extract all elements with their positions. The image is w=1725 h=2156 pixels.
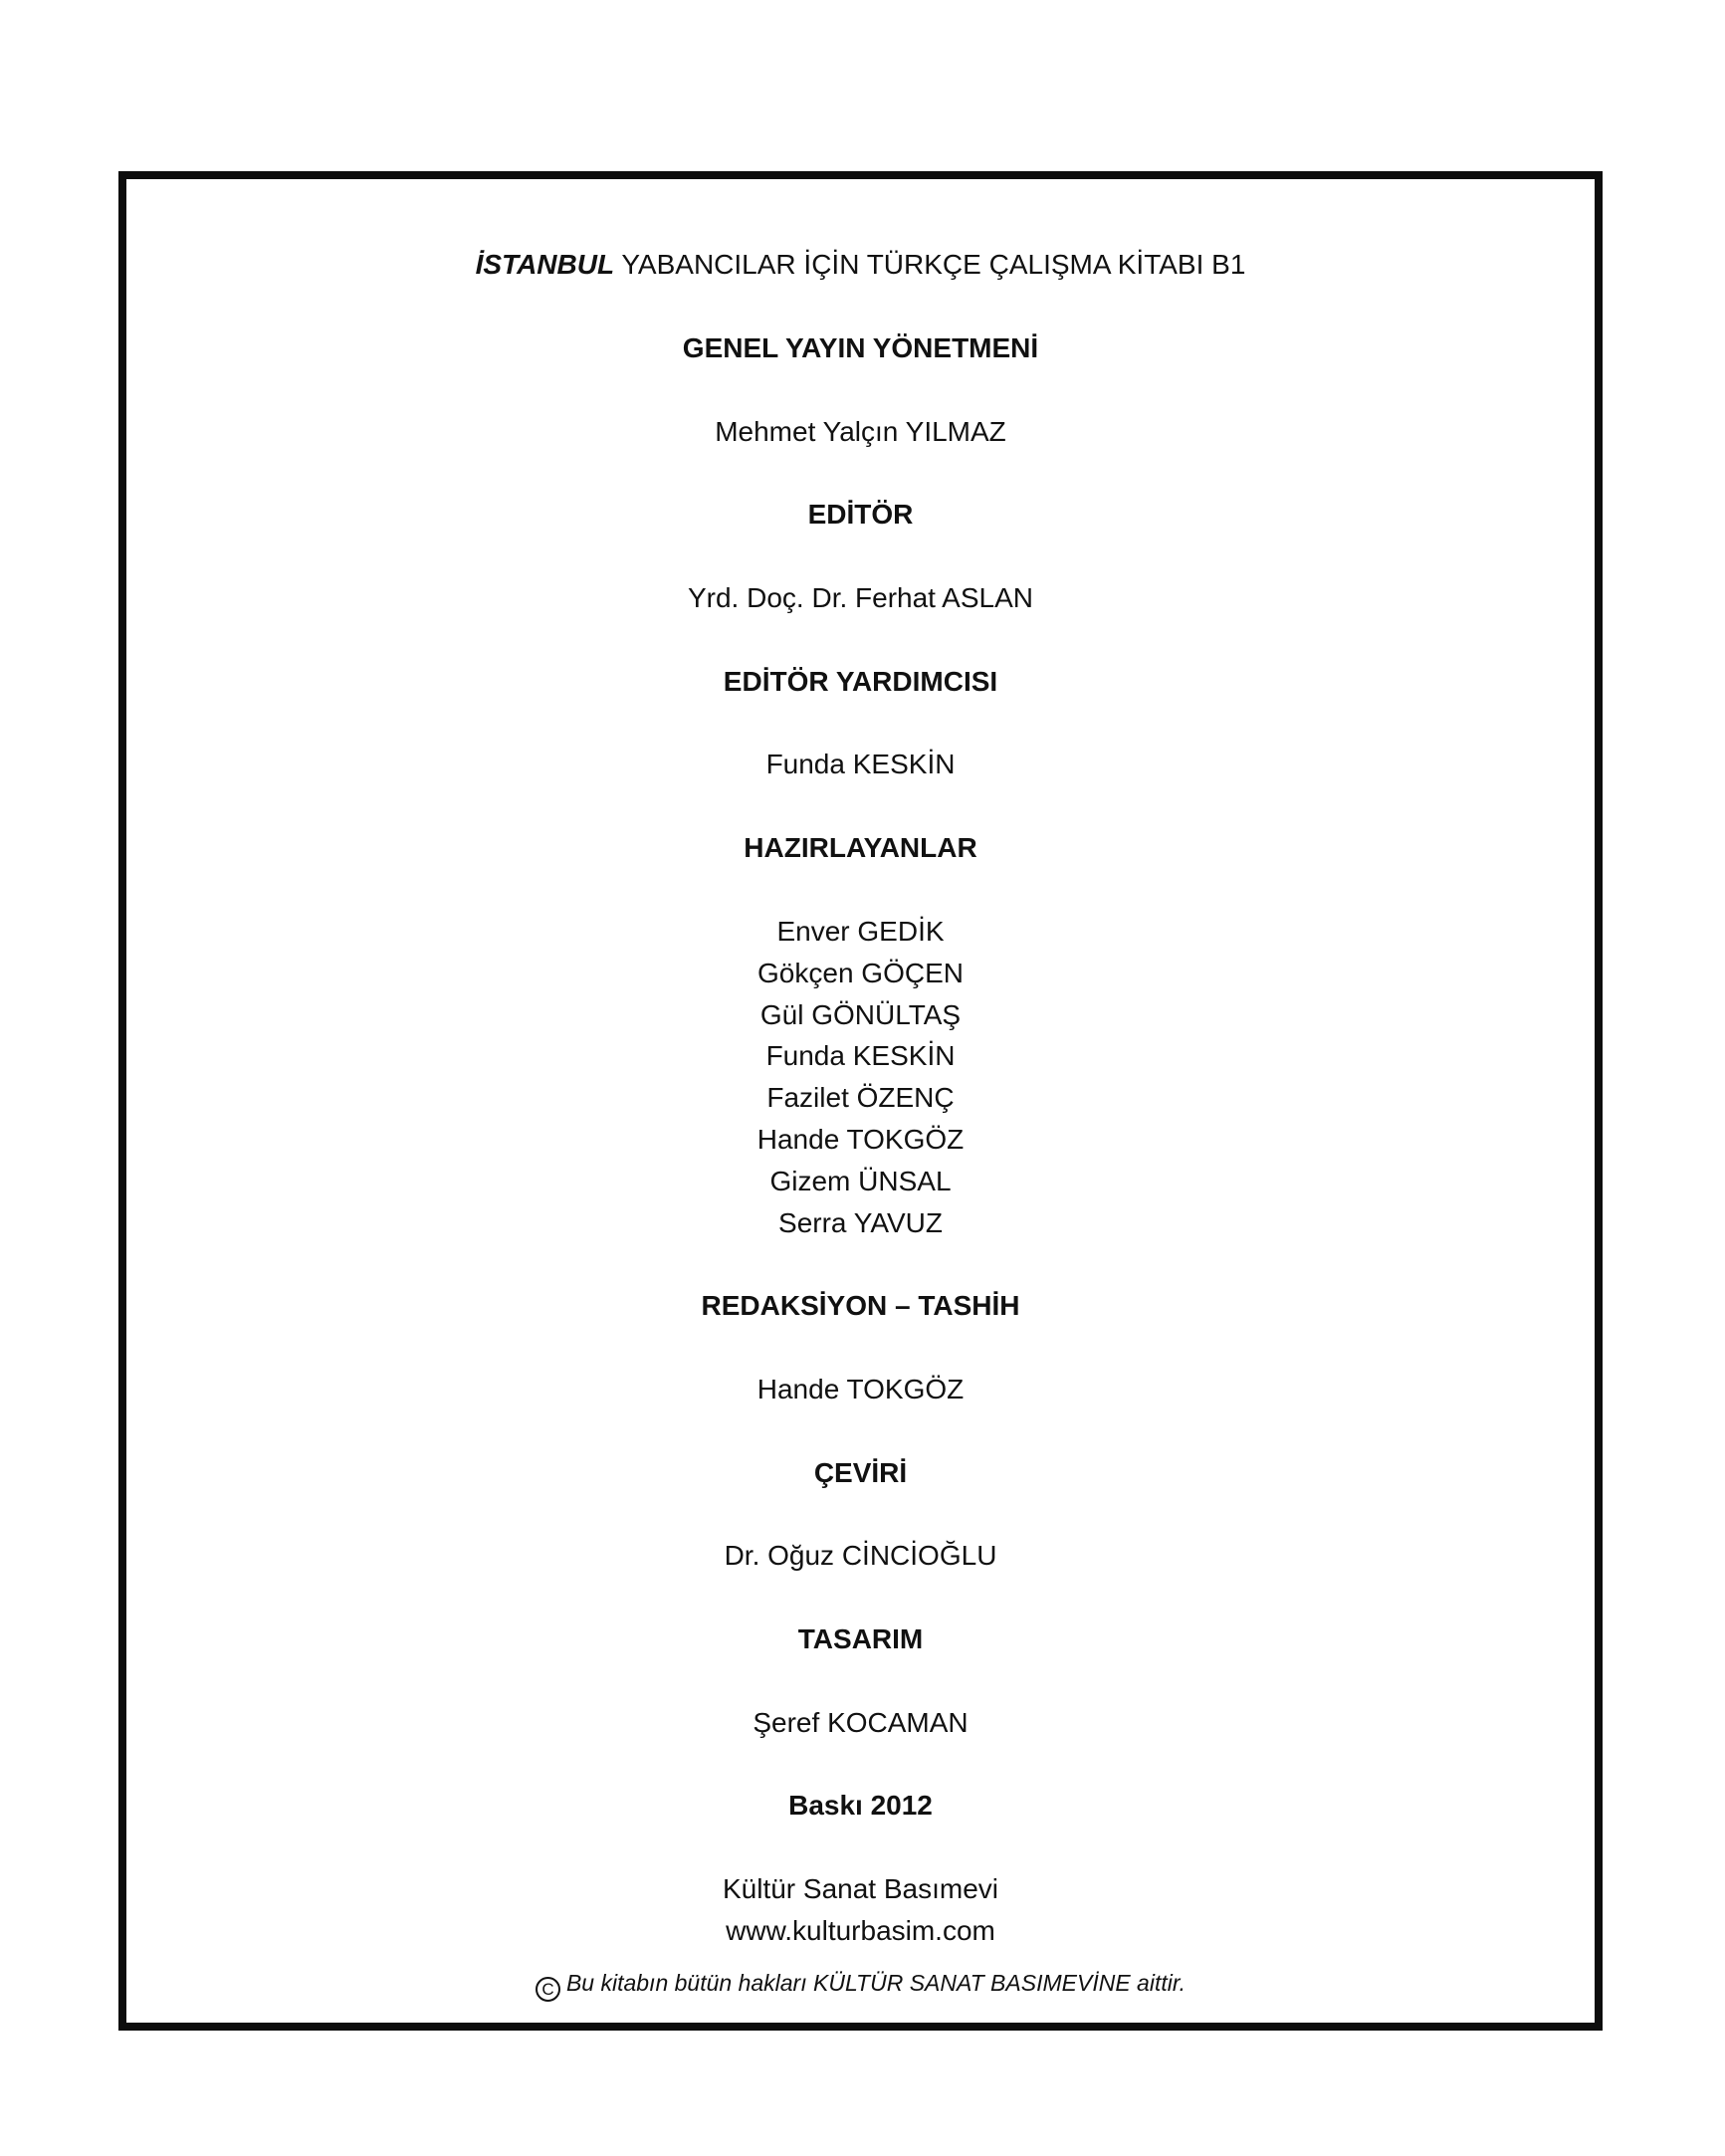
book-title [126, 247, 1595, 283]
preparer-name: Enver GEDİK [776, 916, 945, 947]
publisher-website: www.kulturbasim.com [726, 1915, 995, 1946]
preparer-name: Fazilet ÖZENÇ [766, 1082, 955, 1113]
preparer-name: Funda KESKİN [765, 1040, 956, 1071]
proofreading-name: Hande TOKGÖZ [756, 1374, 965, 1404]
design-heading: TASARIM [797, 1623, 924, 1654]
preparer-name: Hande TOKGÖZ [756, 1124, 965, 1155]
page-border-frame [118, 171, 1603, 2031]
editor-heading: EDİTÖR [807, 499, 914, 530]
preparer-name: Gizem ÜNSAL [769, 1166, 952, 1196]
publisher-name: Kültür Sanat Basımevi [722, 1873, 999, 1904]
edition-label: Baskı 2012 [788, 1790, 933, 1821]
copyright-icon: C [536, 1977, 560, 2002]
preparers-heading: HAZIRLAYANLAR [744, 832, 977, 863]
preparer-name: Gökçen GÖÇEN [757, 958, 964, 988]
copyright-notice [126, 1967, 1595, 2002]
translation-heading: ÇEVİRİ [813, 1457, 908, 1488]
preparer-name: Serra YAVUZ [778, 1207, 943, 1238]
book-title-emphasis: İSTANBUL [475, 249, 615, 280]
general-director-heading: GENEL YAYIN YÖNETMENİ [682, 332, 1039, 363]
translation-name: Dr. Oğuz CİNCİOĞLU [724, 1540, 997, 1571]
assistant-editor-heading: EDİTÖR YARDIMCISI [723, 666, 998, 697]
proofreading-heading: REDAKSİYON – TASHİH [701, 1290, 1020, 1321]
general-director-name: Mehmet Yalçın YILMAZ [715, 416, 1006, 447]
editor-name: Yrd. Doç. Dr. Ferhat ASLAN [687, 582, 1034, 613]
book-title-rest: YABANCILAR İÇİN TÜRKÇE ÇALIŞMA KİTABI B1 [614, 249, 1246, 280]
assistant-editor-name: Funda KESKİN [765, 749, 956, 779]
preparer-name: Gül GÖNÜLTAŞ [759, 999, 962, 1030]
design-name: Şeref KOCAMAN [753, 1707, 969, 1738]
copyright-text: Bu kitabın bütün hakları KÜLTÜR SANAT BASIMEVİNE aittir. [565, 1970, 1186, 1996]
